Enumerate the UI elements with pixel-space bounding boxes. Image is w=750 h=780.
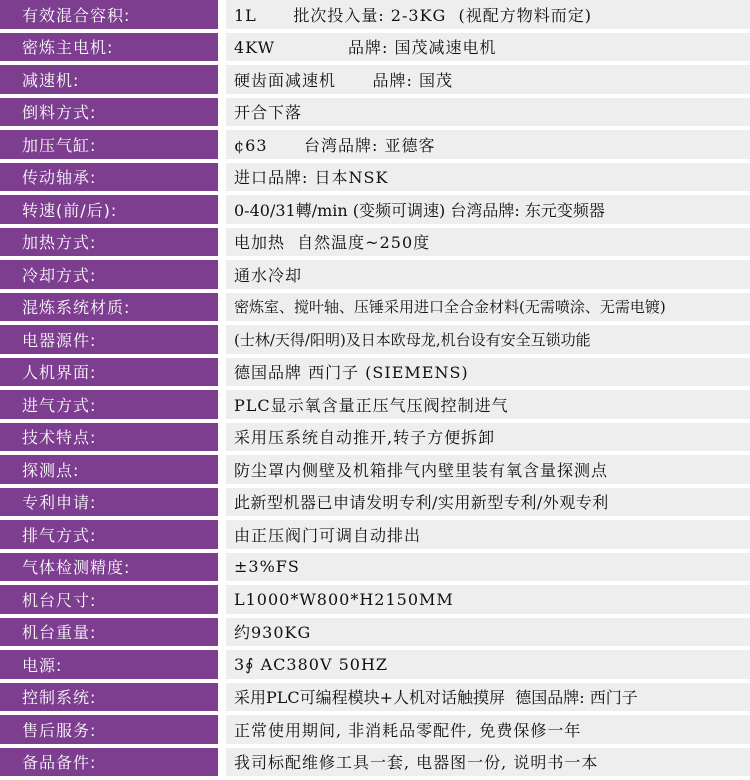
spec-label: 电器源件: [0, 325, 226, 358]
spec-value: ±3%FS [226, 553, 750, 586]
spec-label: 机台尺寸: [0, 585, 226, 618]
spec-label: 电源: [0, 650, 226, 683]
spec-label: 加压气缸: [0, 130, 226, 163]
spec-value: 开合下落 [226, 98, 750, 131]
spec-label: 冷却方式: [0, 260, 226, 293]
spec-row [0, 163, 750, 196]
spec-value: 进口品牌: 日本NSK [226, 163, 750, 196]
spec-row [0, 423, 750, 456]
spec-label: 转速(前/后): [0, 195, 226, 228]
spec-value: 采用压系统自动推开,转子方便拆卸 [226, 423, 750, 456]
spec-value: (士林/天得/阳明)及日本欧母龙,机台设有安全互锁功能 [226, 325, 750, 358]
spec-label: 排气方式: [0, 520, 226, 553]
spec-value: 密炼室、搅叶轴、压锤采用进口全合金材料(无需喷涂、无需电镀) [226, 293, 750, 326]
spec-row [0, 195, 750, 228]
spec-row [0, 260, 750, 293]
spec-value: 德国品牌 西门子 (SIEMENS) [226, 358, 750, 391]
spec-row [0, 390, 750, 423]
spec-label: 控制系统: [0, 683, 226, 716]
spec-row [0, 130, 750, 163]
spec-value: PLC显示氧含量正压气压阀控制进气 [226, 390, 750, 423]
spec-label: 技术特点: [0, 423, 226, 456]
spec-value: L1000*W800*H2150MM [226, 585, 750, 618]
spec-row [0, 553, 750, 586]
spec-row [0, 488, 750, 521]
spec-value: 约930KG [226, 618, 750, 651]
spec-row [0, 33, 750, 66]
spec-row [0, 520, 750, 553]
spec-row [0, 325, 750, 358]
spec-value: 硬齿面减速机 品牌: 国茂 [226, 65, 750, 98]
spec-value: 防尘罩内侧壁及机箱排气内壁里装有氧含量探测点 [226, 455, 750, 488]
spec-label: 售后服务: [0, 715, 226, 748]
spec-label: 气体检测精度: [0, 553, 226, 586]
spec-label: 备品备件: [0, 748, 226, 780]
spec-value: 此新型机器已申请发明专利/实用新型专利/外观专利 [226, 488, 750, 521]
spec-label: 有效混合容积: [0, 0, 226, 33]
spec-value: 采用PLC可编程模块+人机对话触摸屏 德国品牌: 西门子 [226, 683, 750, 716]
spec-value: 通水冷却 [226, 260, 750, 293]
spec-label: 倒料方式: [0, 98, 226, 131]
spec-row [0, 618, 750, 651]
spec-row [0, 65, 750, 98]
spec-value: 3∮ AC380V 50HZ [226, 650, 750, 683]
spec-row [0, 748, 750, 780]
spec-row [0, 455, 750, 488]
spec-label: 密炼主电机: [0, 33, 226, 66]
spec-value: 由正压阀门可调自动排出 [226, 520, 750, 553]
spec-value: 0-40/31轉/min (变频可调速) 台湾品牌: 东元变频器 [226, 195, 750, 228]
spec-label: 减速机: [0, 65, 226, 98]
spec-value: 电加热 自然温度~250度 [226, 228, 750, 261]
spec-row [0, 98, 750, 131]
spec-label: 混炼系统材质: [0, 293, 226, 326]
spec-label: 专利申请: [0, 488, 226, 521]
spec-label: 进气方式: [0, 390, 226, 423]
spec-label: 加热方式: [0, 228, 226, 261]
spec-value: 1L 批次投入量: 2-3KG (视配方物料而定) [226, 0, 750, 33]
spec-row [0, 0, 750, 33]
spec-row [0, 683, 750, 716]
spec-row [0, 585, 750, 618]
spec-value: ¢63 台湾品牌: 亚德客 [226, 130, 750, 163]
spec-value: 我司标配维修工具一套, 电器图一份, 说明书一本 [226, 748, 750, 780]
spec-value: 正常使用期间, 非消耗品零配件, 免费保修一年 [226, 715, 750, 748]
spec-row [0, 293, 750, 326]
spec-row [0, 715, 750, 748]
spec-row [0, 358, 750, 391]
spec-label: 人机界面: [0, 358, 226, 391]
spec-row [0, 228, 750, 261]
spec-value: 4KW 品牌: 国茂减速电机 [226, 33, 750, 66]
spec-label: 机台重量: [0, 618, 226, 651]
spec-label: 探测点: [0, 455, 226, 488]
spec-label: 传动轴承: [0, 163, 226, 196]
spec-row [0, 650, 750, 683]
